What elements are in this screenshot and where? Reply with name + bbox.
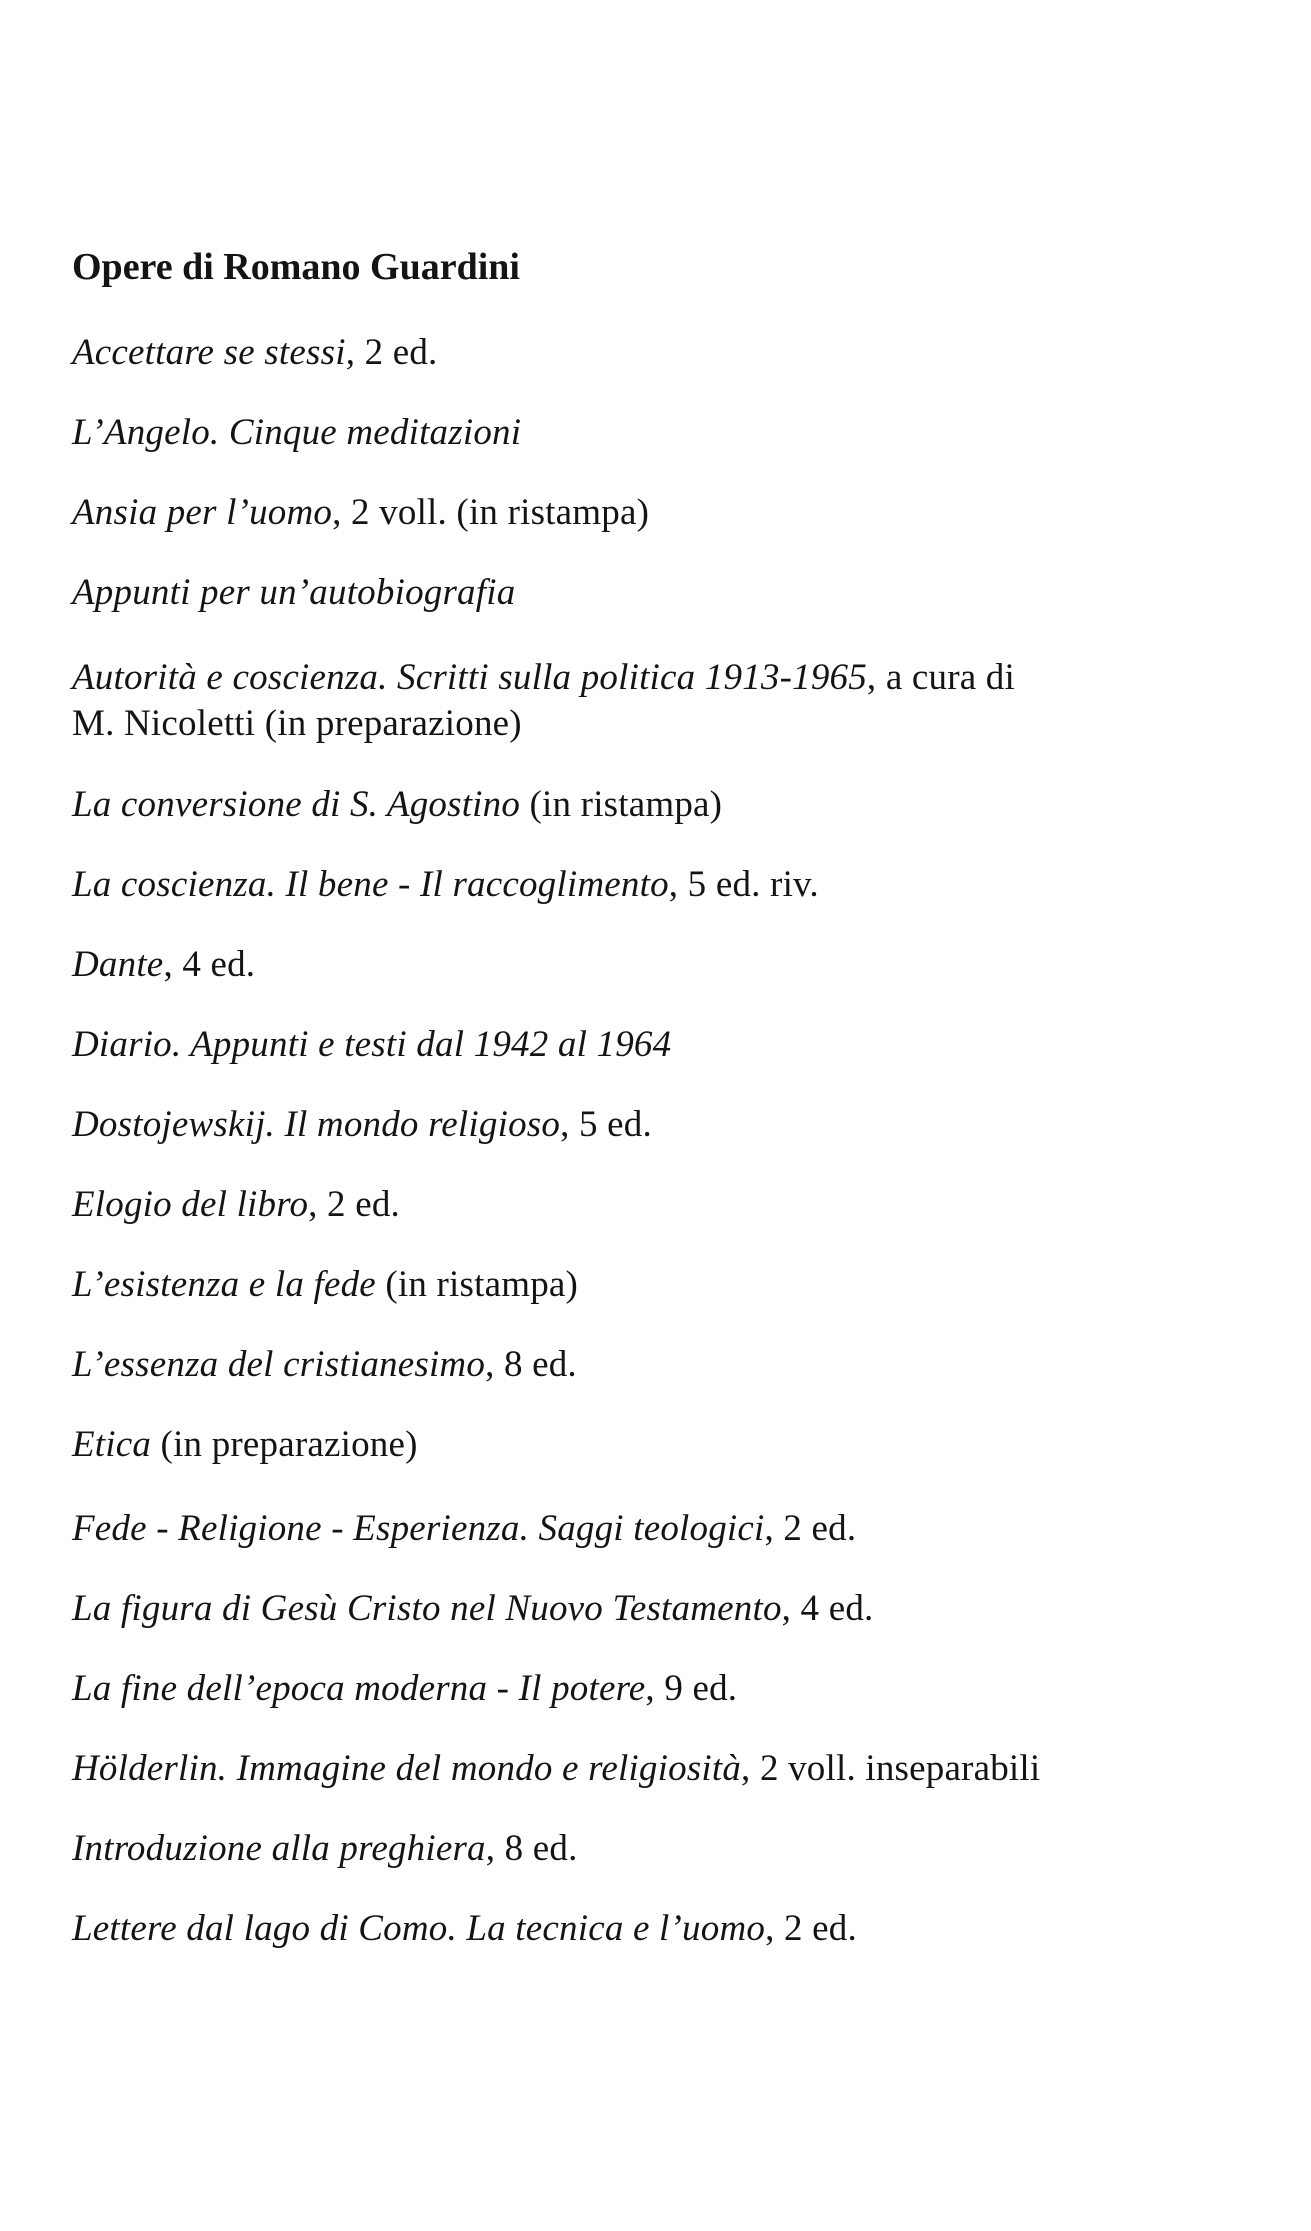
list-item: L’Angelo. Cinque meditazioni [72,412,522,453]
list-item: Dostojewskij. Il mondo religioso, 5 ed. [72,1104,652,1145]
list-item: Ansia per l’uomo, 2 voll. (in ristampa) [72,492,650,533]
list-item: L’essenza del cristianesimo, 8 ed. [72,1344,577,1385]
list-item: Accettare se stessi, 2 ed. [72,332,438,373]
list-item: Lettere dal lago di Como. La tecnica e l’uomo, 2 ed. [72,1908,857,1949]
list-item: La coscienza. Il bene - Il raccoglimento, 5 ed. riv. [72,864,819,905]
list-item: Elogio del libro, 2 ed. [72,1184,400,1225]
list-item: La figura di Gesù Cristo nel Nuovo Testamento, 4 ed. [72,1588,874,1629]
list-item: Dante, 4 ed. [72,944,256,985]
list-item: Hölderlin. Immagine del mondo e religiosità, 2 voll. inseparabili [72,1748,1041,1789]
list-item: Diario. Appunti e testi dal 1942 al 1964 [72,1024,672,1065]
list-item: Etica (in preparazione) [72,1424,418,1465]
list-item: Fede - Religione - Esperienza. Saggi teologici, 2 ed. [72,1508,857,1549]
page-heading: Opere di Romano Guardini [72,246,520,288]
list-item: La conversione di S. Agostino (in ristampa) [72,784,723,825]
list-item: Autorità e coscienza. Scritti sulla politica 1913-1965, a cura di M. Nicoletti (in preparazione) [72,657,1015,744]
list-item: La fine dell’epoca moderna - Il potere, 9 ed. [72,1668,738,1709]
list-item: L’esistenza e la fede (in ristampa) [72,1264,579,1305]
list-item: Appunti per un’autobiografia [72,572,516,613]
list-item: Introduzione alla preghiera, 8 ed. [72,1828,578,1869]
